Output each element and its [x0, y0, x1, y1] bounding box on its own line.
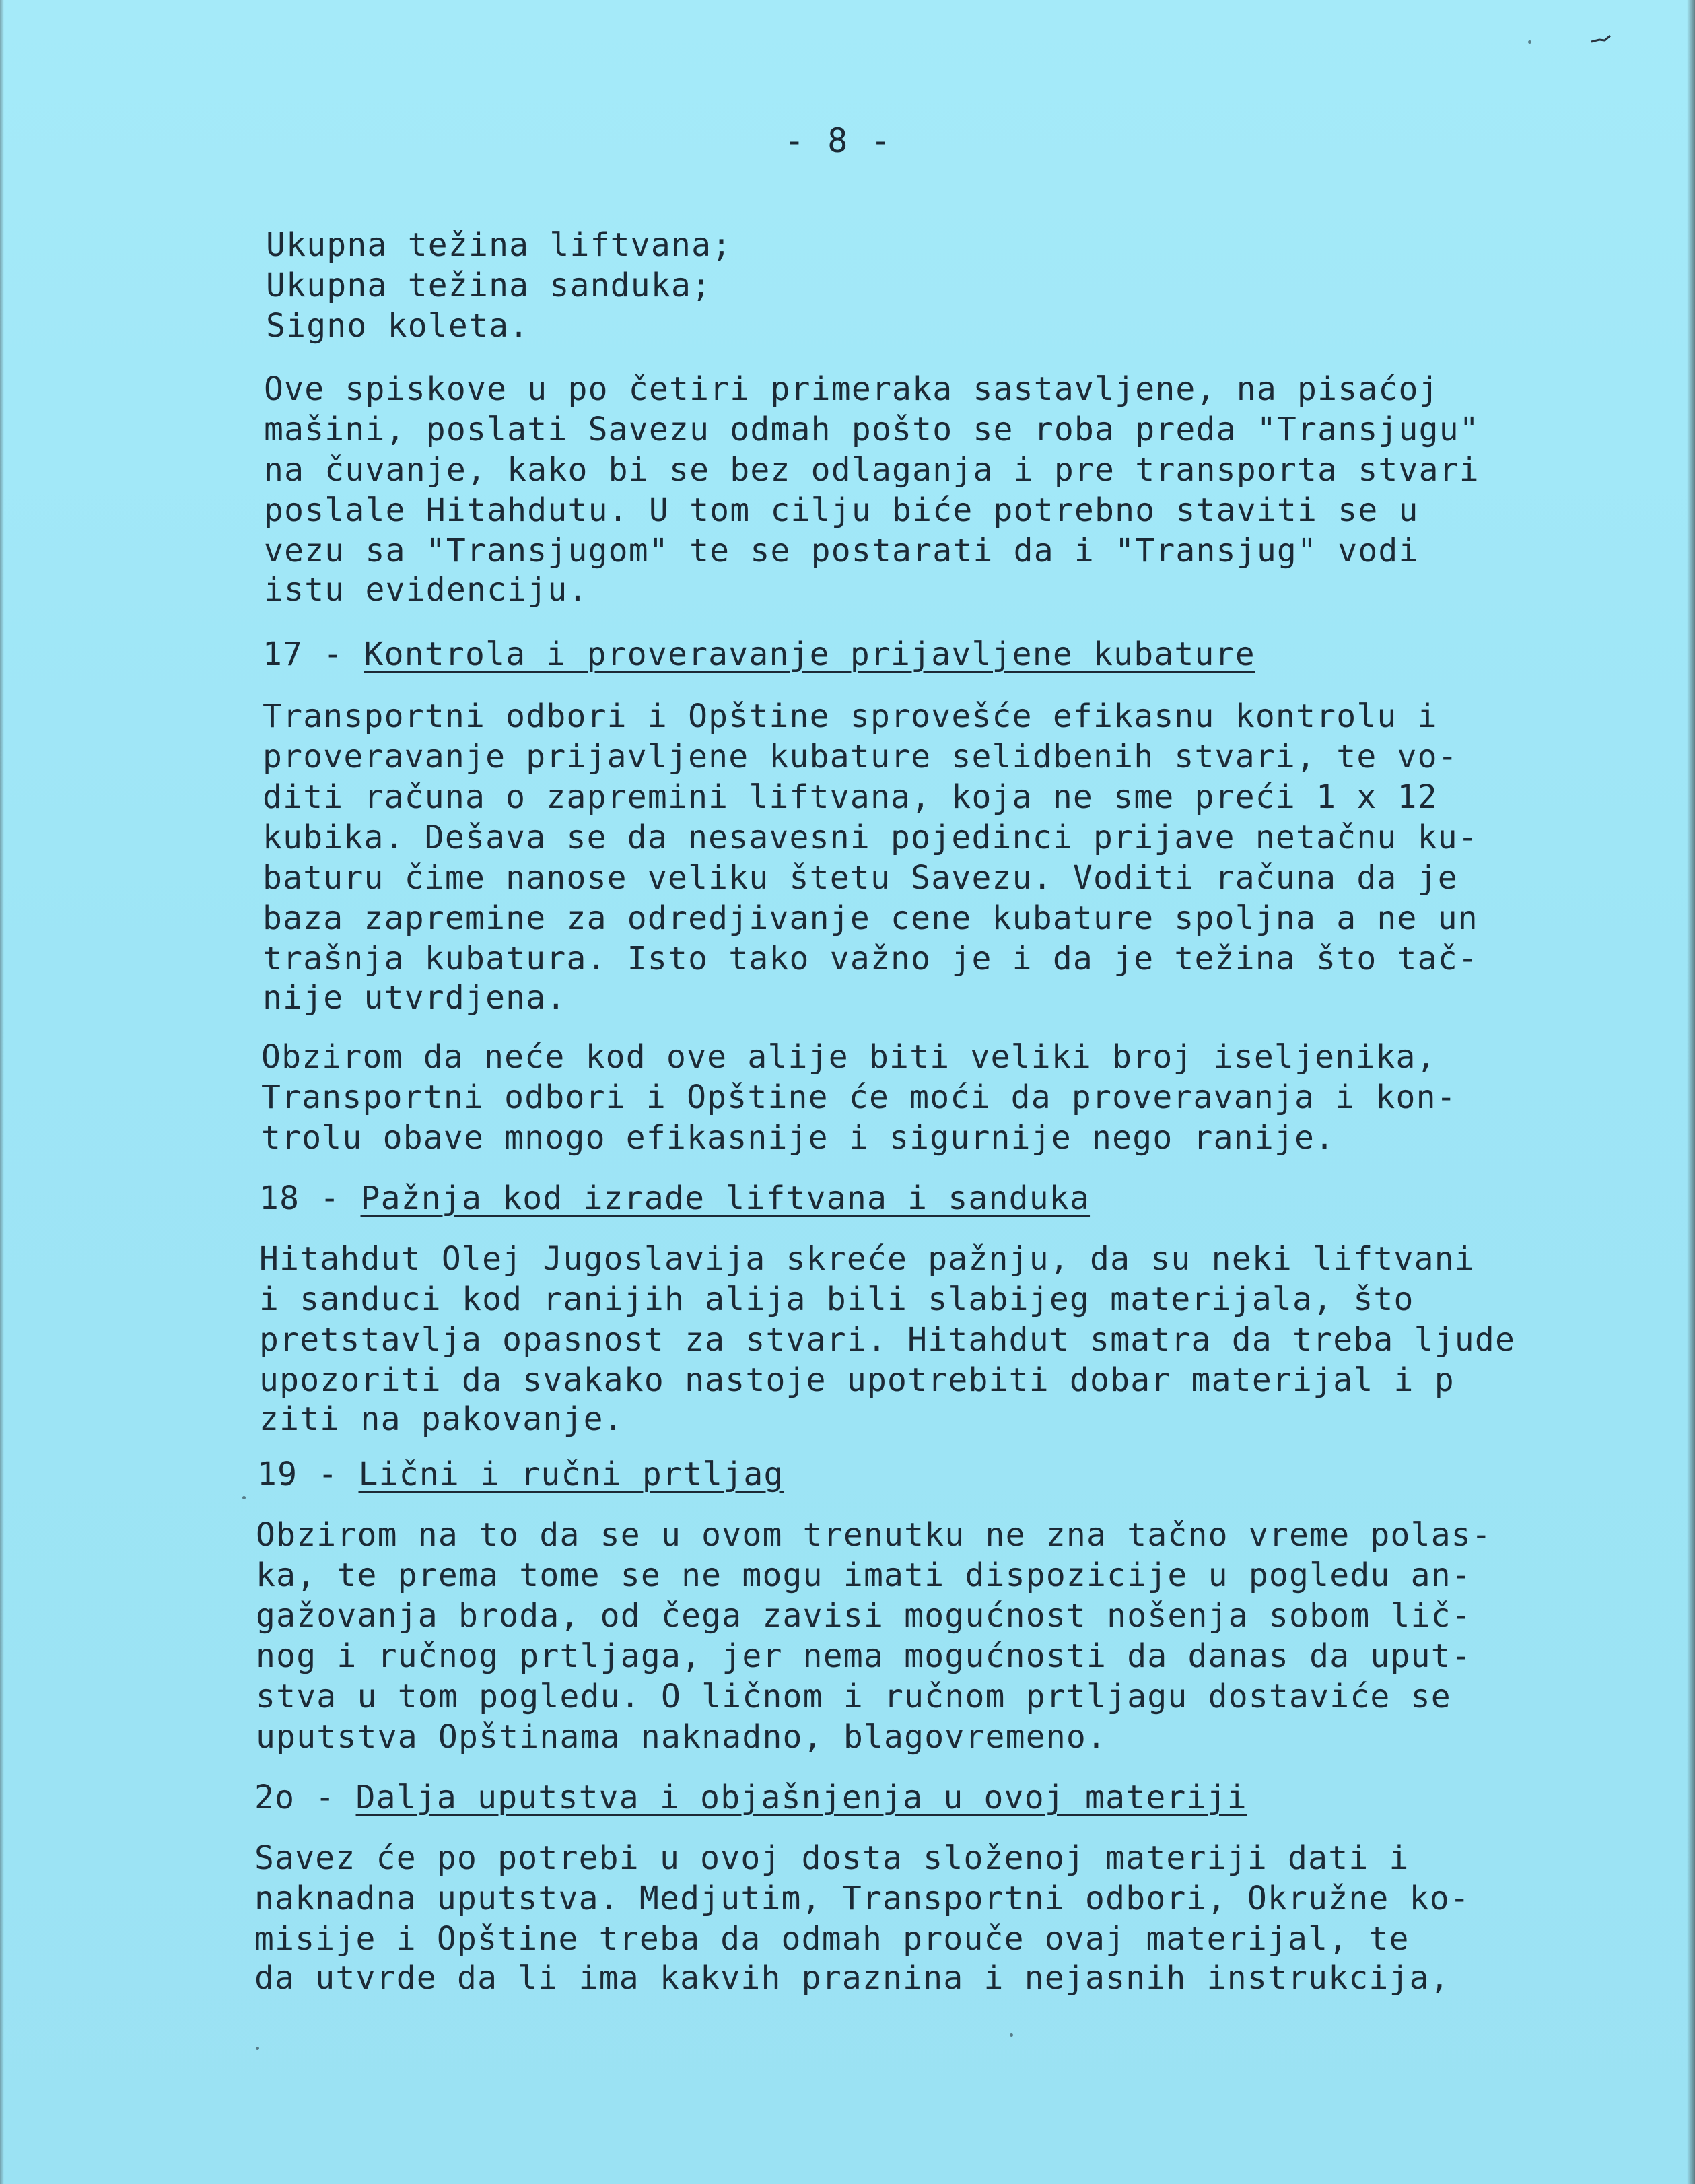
text-line: trolu obave mnogo efikasnije i sigurnije nego ranije. [261, 1119, 1336, 1157]
text-line: trašnja kubatura. Isto tako važno je i da je težina što tač- [263, 940, 1478, 978]
section-title: Kontrola i proveravanje prijavljene kubature [364, 636, 1255, 673]
text-line: misije i Opštine treba da odmah prouče ovaj materijal, te [254, 1920, 1410, 1958]
text-line: nog i ručnog prtljaga, jer nema mogućnosti da danas da uput- [256, 1637, 1472, 1675]
scan-speck [1528, 40, 1531, 44]
text-line: na čuvanje, kako bi se bez odlaganja i pre transporta stvari [264, 451, 1480, 489]
text-line: Transportni odbori i Opštine će moći da proveravanja i kon- [261, 1079, 1457, 1116]
text-line: diti računa o zapremini liftvana, koja ne sme preći 1 x 12 [263, 778, 1438, 816]
section-heading-18 [259, 1178, 1090, 1219]
text-line: kubika. Dešava se da nesavesni pojedinci prijave netačnu ku- [263, 819, 1478, 856]
text-line: vezu sa "Transjugom" te se postarati da i "Transjug" vodi [264, 532, 1419, 570]
text-line: uputstva Opštinama naknadno, blagovremeno. [256, 1718, 1107, 1756]
section-title: Lični i ručni prtljag [358, 1456, 784, 1493]
section-heading-20 [254, 1777, 1247, 1818]
section-number: 19 - [257, 1456, 359, 1493]
text-line: Transportni odbori i Opštine sprovešće efikasnu kontrolu i [263, 697, 1438, 735]
text-line: gažovanja broda, od čega zavisi mogućnost nošenja sobom lič- [256, 1597, 1472, 1635]
section-title: Pažnja kod izrade liftvana i sanduka [360, 1180, 1091, 1217]
text-line: Savez će po potrebi u ovoj dosta složenoj materiji dati i [254, 1839, 1410, 1877]
text-line: da utvrde da li ima kakvih praznina i nejasnih instrukcija, [254, 1959, 1450, 1997]
text-line: pretstavlja opasnost za stvari. Hitahdut smatra da treba ljude [259, 1321, 1516, 1359]
page-number: - 8 - [784, 121, 893, 160]
text-line: i sanduci kod ranijih alija bili slabijeg materijala, što [259, 1281, 1414, 1318]
text-line: mašini, poslati Savezu odmah pošto se roba preda "Transjugu" [264, 411, 1480, 448]
corner-mark-icon [1590, 34, 1613, 44]
list-line-2: Ukupna težina sanduka; [266, 267, 712, 304]
text-line: nije utvrdjena. [263, 979, 567, 1017]
text-line: Ove spiskove u po četiri primeraka sastavljene, na pisaćoj [264, 370, 1439, 408]
text-line: ka, te prema tome se ne mogu imati dispozicije u pogledu an- [256, 1557, 1472, 1594]
text-line: proveravanje prijavljene kubature selidbenih stvari, te vo- [263, 738, 1458, 776]
section-number: 2o - [254, 1779, 356, 1816]
text-line: naknadna uputstva. Medjutim, Transportni odbori, Okružne ko- [254, 1880, 1470, 1917]
scan-speck [256, 2047, 259, 2050]
scan-edge-right [1687, 0, 1695, 2184]
text-line: Obzirom da neće kod ove alije biti veliki broj iseljenika, [261, 1038, 1437, 1076]
text-line: poslale Hitahdutu. U tom cilju biće potrebno staviti se u [264, 491, 1419, 529]
scan-speck [1010, 2033, 1013, 2037]
section-heading-19 [257, 1454, 784, 1495]
text-line: baturu čime nanose veliku štetu Savezu. Voditi računa da je [263, 859, 1458, 897]
list-line-1: Ukupna težina liftvana; [266, 226, 732, 264]
scan-edge-left [0, 0, 4, 2184]
section-title: Dalja uputstva i objašnjenja u ovoj materiji [355, 1779, 1247, 1816]
text-line: Hitahdut Olej Jugoslavija skreće pažnju, da su neki liftvani [259, 1240, 1475, 1278]
text-line: Obzirom na to da se u ovom trenutku ne zna tačno vreme polas- [256, 1516, 1492, 1554]
scan-speck [242, 1496, 246, 1499]
section-heading-17 [263, 634, 1255, 675]
text-line: baza zapremine za odredjivanje cene kubature spoljna a ne un [263, 899, 1478, 937]
text-line: ziti na pakovanje. [259, 1400, 624, 1438]
text-line: stva u tom pogledu. O ličnom i ručnom prtljagu dostaviće se [256, 1678, 1451, 1715]
text-line: istu evidenciju. [264, 571, 588, 609]
text-line: upozoriti da svakako nastoje upotrebiti dobar materijal i p [259, 1361, 1455, 1399]
section-number: 17 - [263, 636, 364, 673]
list-line-3: Signo koleta. [266, 307, 530, 345]
section-number: 18 - [259, 1180, 361, 1217]
